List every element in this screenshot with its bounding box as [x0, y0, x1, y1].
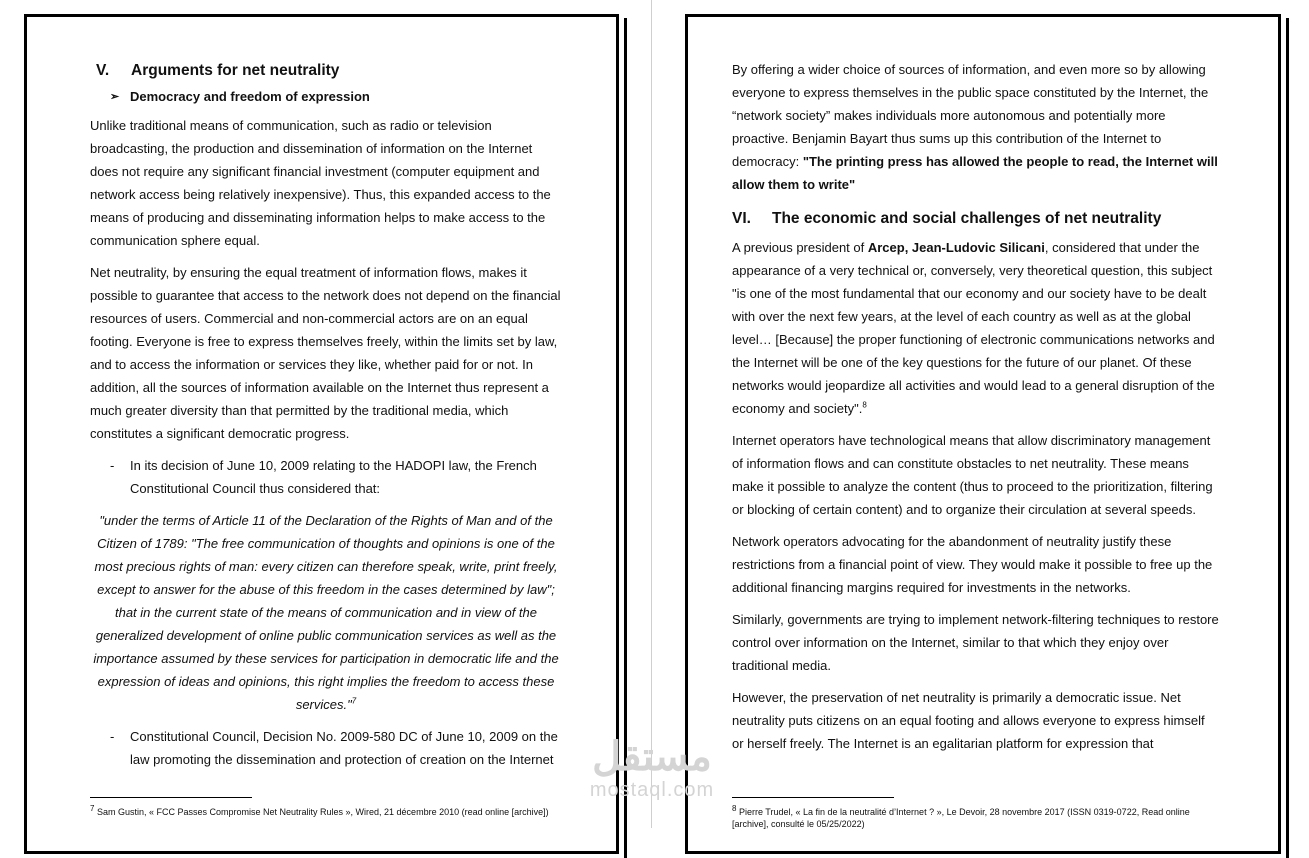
paragraph-text: A previous president of: [732, 240, 868, 255]
paragraph: Internet operators have technological means that allow discriminatory management of information flows and can constitute obstacles to net neutrality. These means make it possible to analyze the content (thus to proceed to the prioritization, filtering or blocking of certain content) and to organize their circulation at several speeds.: [732, 433, 1213, 517]
footnote-right: [732, 806, 1222, 830]
paragraph: [732, 58, 1219, 196]
paragraph: However, the preservation of net neutrality is primarily a democratic issue. Net neutrality puts citizens on an equal footing and allows everyone to express himself or herself freely. The Internet is an egalitarian platform for expression that: [732, 690, 1205, 751]
paragraph-text: By offering a wider choice of sources of information, and even more so by allowing everyone to express themselves in the public space constituted by the Internet, the “network society” makes individuals more autonomous and potentially more proactive. Benjamin Bayart thus sums up this contribution of the Internet to democracy:: [732, 62, 1209, 169]
footnote-text: Pierre Trudel, « La fin de la neutralité d’Internet ? », Le Devoir, 28 novembre 2017 (ISSN 0319-0722, Read online [archive], consulté le 05/25/2022): [732, 807, 1190, 829]
footnote-separator: [732, 797, 894, 798]
subheading-text: Democracy and freedom of expression: [130, 89, 370, 104]
arrow-bullet-icon: ➢: [110, 91, 120, 103]
footnote-ref[interactable]: 8: [862, 400, 867, 410]
block-quote: [90, 509, 562, 716]
paragraph: Network operators advocating for the abandonment of neutrality justify these restrictions from a financial point of view. They would make it possible to free up the additional financing margins required for investments in the networks.: [732, 534, 1213, 595]
list-item-text: In its decision of June 10, 2009 relating to the HADOPI law, the French Constitutional Council thus considered that:: [130, 458, 537, 496]
list-item: [90, 454, 562, 500]
footnote-ref[interactable]: 7: [351, 696, 357, 706]
bold-name: Arcep, Jean-Ludovic Silicani: [867, 240, 1045, 255]
list-item-text: Constitutional Council, Decision No. 2009-580 DC of June 10, 2009 on the law promoting the dissemination and protection of creation on the Internet: [130, 729, 558, 767]
quote-text: "under the terms of Article 11 of the Declaration of the Rights of Man and of the Citizen of 1789: "The free communication of thoughts and opinions is one of the most precious rights of man: every citizen can therefore speak, write, print freely, except to answer for the abuse of this freedom in the cases determined by law"; that in the current state of the means of communication and in view of the generalized development of online public communication services as well as the importance assumed by these services for participation in democratic life and the expression of ideas and opinions, this right implies the freedom to access these services.": [93, 513, 559, 712]
paragraph: [732, 236, 1219, 420]
section-title: The economic and social challenges of net neutrality: [772, 210, 1162, 227]
footnote-number: 8: [732, 804, 737, 813]
section-heading-v: [96, 59, 562, 83]
document-page-left: [24, 14, 619, 854]
footnote-separator: [90, 797, 252, 798]
paragraph: Unlike traditional means of communication, such as radio or television broadcasting, the production and dissemination of information on the Internet does not require any significant financial investment (computer equipment and network access being relatively inexpensive). Thus, this expanded access to the means of producing and disseminating information helps to make access to the communication sphere equal.: [90, 118, 551, 248]
right-page-content: [732, 58, 1219, 764]
left-page-content: [90, 59, 562, 780]
document-page-right: [685, 14, 1281, 854]
section-title: Arguments for net neutrality: [131, 62, 340, 79]
section-number: V.: [96, 62, 110, 79]
footnote-left: [90, 806, 570, 818]
section-number: VI.: [732, 210, 751, 227]
bold-quote: "The printing press has allowed the people to read, the Internet will allow them to write": [732, 154, 1218, 192]
watermark-arabic: مستقل: [592, 735, 712, 779]
paragraph: Similarly, governments are trying to implement network-filtering techniques to restore control over information on the Internet, similar to that which they enjoy over traditional media.: [732, 612, 1219, 673]
page-divider: [651, 0, 652, 828]
paragraph-text: , considered that under the appearance of a very technical or, conversely, very theoretical question, this subject "is one of the most fundamental that our economy and our society have to be dealt with over the next few years, at the level of each country as well as at the global level… [Because] the proper functioning of electronic communications networks and the Internet will be one of the key questions for the future of our planet. Of these networks would jeopardize all activities and would lead to a general disruption of the economy and society".: [732, 240, 1215, 416]
paragraph: Net neutrality, by ensuring the equal treatment of information flows, makes it possible to guarantee that access to the network does not depend on the financial resources of users. Commercial and non-commercial actors are on an equal footing. Everyone is free to express themselves freely, within the limits set by law, and to access the information or services they like, whether paid for or not. In addition, all the sources of information available on the Internet thus represent a much greater diversity than that permitted by the traditional media, which constitutes a significant democratic progress.: [90, 265, 561, 441]
dash-bullet: -: [110, 729, 115, 744]
footnote-text: Sam Gustin, « FCC Passes Compromise Net Neutrality Rules », Wired, 21 décembre 2010 (read online [archive]): [94, 807, 549, 817]
list-item: [90, 725, 562, 771]
section-heading-vi: [732, 207, 1219, 231]
watermark-latin: mostaql.com: [589, 779, 715, 801]
subheading: [110, 85, 562, 109]
dash-bullet: -: [110, 458, 115, 473]
footnote-number: 7: [90, 804, 95, 813]
